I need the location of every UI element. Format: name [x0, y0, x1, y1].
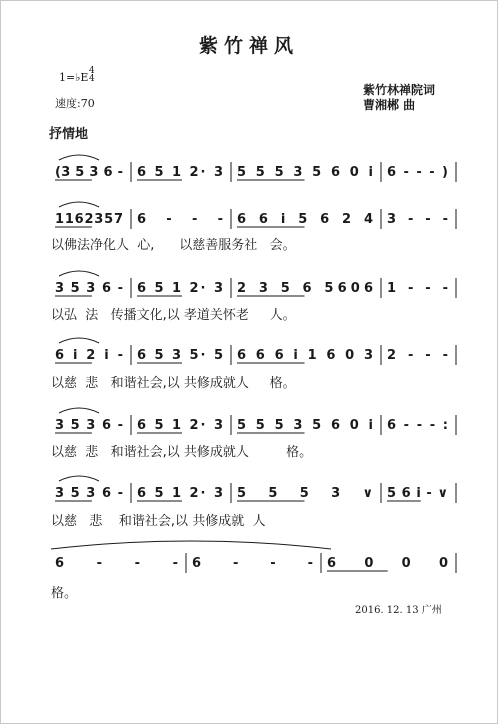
measure-notes: 6 0 0 0	[327, 556, 448, 571]
measure-notes: 5 5 5 3 ∨	[237, 486, 373, 501]
lyric-line: 以慈 悲 和谐社会,以 共修成就人 格。	[51, 445, 313, 460]
lyric-line: 以佛法净化人 心, 以慈善服务社 会。	[51, 238, 296, 253]
meter-top: 4	[89, 66, 95, 76]
measure-notes: 3 5 3 6 -	[55, 281, 123, 296]
lyric-line: 以慈 悲 和谐社会,以 共修成就 人	[51, 514, 266, 529]
measure-notes: 6 - - -	[137, 212, 223, 227]
lyricist-credit: 紫竹林禅院词	[363, 83, 436, 97]
tie-mark	[51, 541, 331, 549]
measure-notes: 6 6 6 i 1 6 0 3	[237, 348, 373, 363]
score-systems	[51, 155, 456, 601]
mood-marking: 抒情地	[49, 127, 89, 142]
measure-notes: 3 - - -	[387, 212, 448, 227]
measure-notes: 6 5 1 2· 3	[137, 486, 223, 501]
measure-notes: 2 3 5 6 5606	[237, 281, 373, 296]
meter-bottom: 4	[89, 74, 95, 84]
measure-notes: 6 i 2 i -	[55, 348, 123, 363]
slur-mark	[59, 338, 99, 343]
measure-notes: 6 - - - )	[387, 165, 448, 180]
measure-notes: 1 1 6 2 3 5 7	[55, 212, 123, 227]
slur-mark	[59, 271, 99, 276]
measure-notes: 5 6 i - ∨	[387, 486, 448, 501]
measure-notes: 6 5 1 2· 3	[137, 165, 223, 180]
notation-score	[1, 1, 499, 725]
composition-date: 2016. 12. 13 广州	[355, 605, 442, 616]
key-signature: 1=♭E	[59, 71, 89, 84]
measure-notes: 6 - - -	[55, 556, 178, 571]
measure-notes: 1 - - -	[387, 281, 448, 296]
lyric-line: 格。	[51, 586, 78, 601]
measure-notes: 5 5 5 3 5 6 0 i	[237, 165, 373, 180]
measure-notes: 3 5 3 6 -	[55, 486, 123, 501]
measure-notes: 5 5 5 3 5 6 0 i	[237, 418, 373, 433]
measure-notes: 2 - - -	[387, 348, 448, 363]
measure-notes: 6 6 i 5 6 2 4	[237, 212, 373, 227]
slur-mark	[59, 476, 99, 481]
measure-notes: 6 - - - :	[387, 418, 448, 433]
measure-notes: 6 5 3 5· 5	[137, 348, 223, 363]
measure-notes: 6 5 1 2· 3	[137, 418, 223, 433]
tempo-marking: 速度:70	[55, 97, 95, 110]
measure-notes: 3 5 3 6 -	[55, 418, 123, 433]
measure-notes: (3 5 3 6 -	[55, 165, 123, 180]
slur-mark	[59, 155, 99, 160]
slur-mark	[59, 202, 99, 207]
lyric-line: 以慈 悲 和谐社会,以 共修成就人 格。	[51, 376, 296, 391]
measure-notes: 6 5 1 2· 3	[137, 281, 223, 296]
song-title: 紫竹禅风	[198, 35, 299, 57]
measure-notes: 6 - - -	[192, 556, 313, 571]
lyric-line: 以弘 法 传播文化,以 孝道关怀老 人。	[51, 308, 296, 323]
composer-credit: 曹湘郴 曲	[363, 98, 416, 112]
slur-mark	[59, 408, 99, 413]
